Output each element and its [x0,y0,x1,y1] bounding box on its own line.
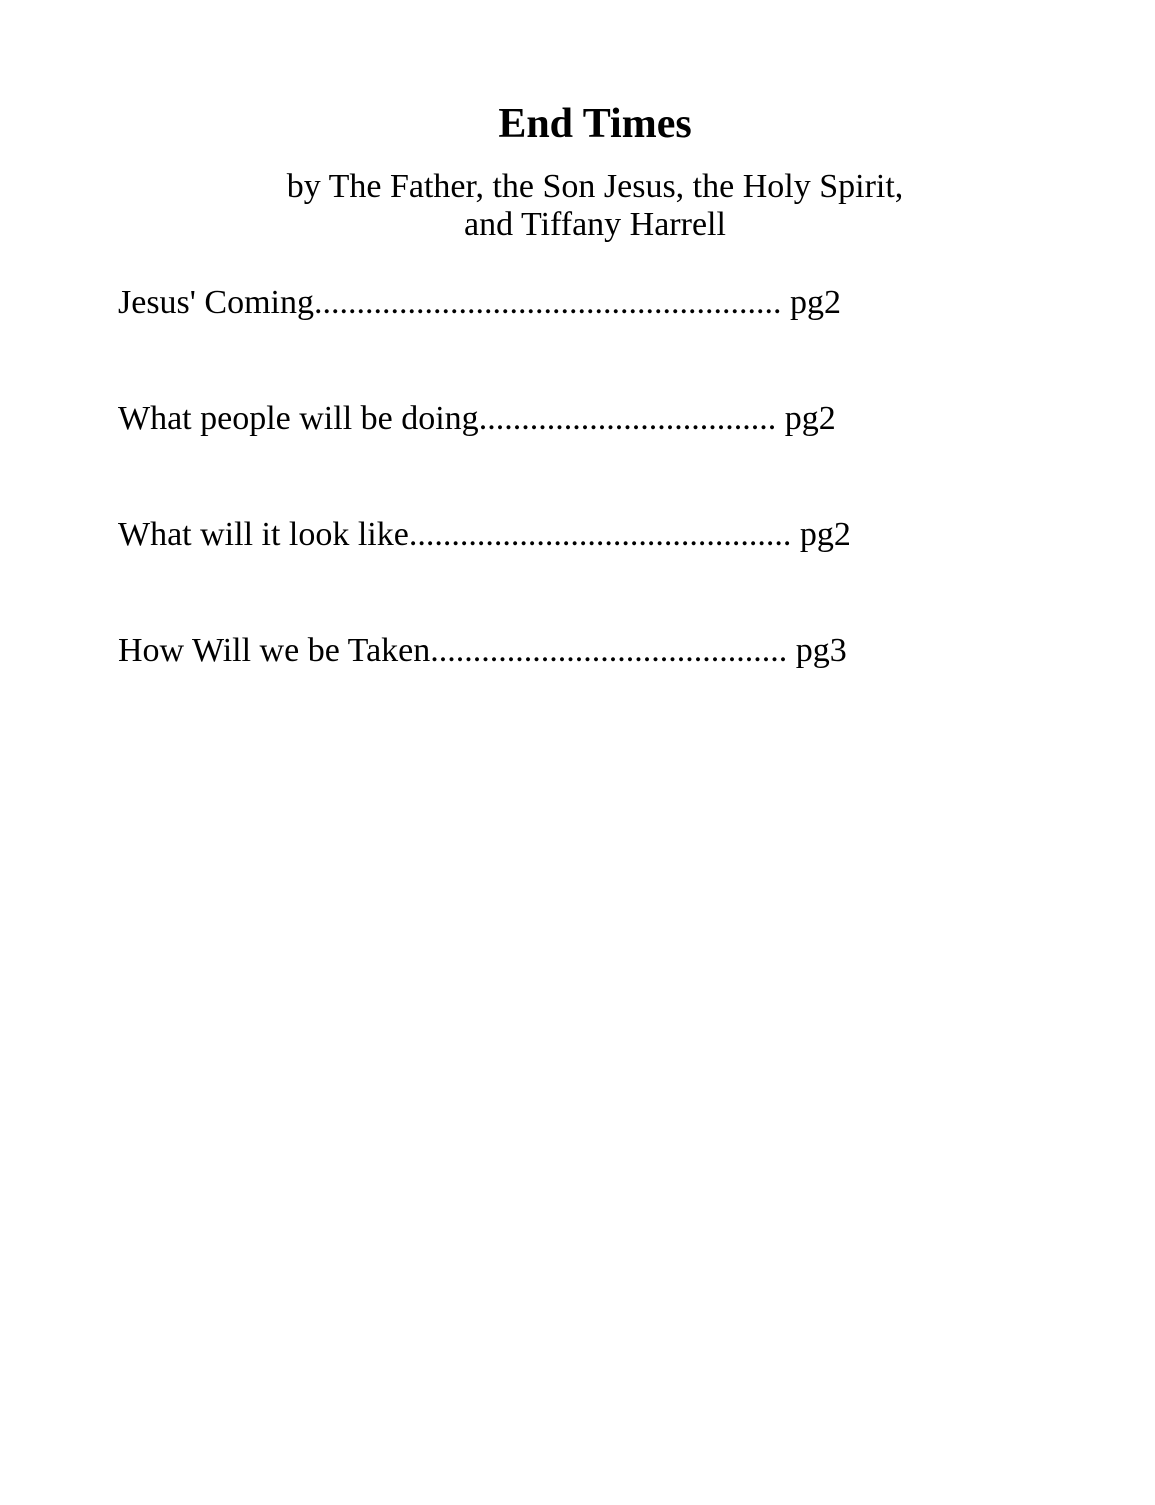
toc-entry-label: What people will be doing [118,400,479,437]
toc-entry-label: Jesus' Coming [118,284,314,321]
toc-page-number: pg2 [799,516,851,553]
byline [0,168,1155,244]
toc-entry [118,282,851,324]
toc-leader-dots: ............................................. [408,516,792,553]
toc-leader-dots: .......................................... [430,632,788,669]
byline-line: by The Father, the Son Jesus, the Holy Spirit, [286,168,904,205]
toc-leader-dots: ................................... [478,400,777,437]
table-of-contents [118,282,851,746]
toc-entry-label: How Will we be Taken [118,632,431,669]
toc-entry [118,630,851,672]
toc-page-number: pg3 [795,632,847,669]
toc-entry [118,398,851,440]
byline-line: and Tiffany Harrell [464,206,726,243]
toc-entry-label: What will it look like [118,516,409,553]
toc-leader-dots: ....................................................... [313,284,782,321]
toc-page-number: pg2 [789,284,841,321]
toc-entry [118,514,851,556]
toc-page-number: pg2 [784,400,836,437]
document-title: End Times [498,101,692,147]
